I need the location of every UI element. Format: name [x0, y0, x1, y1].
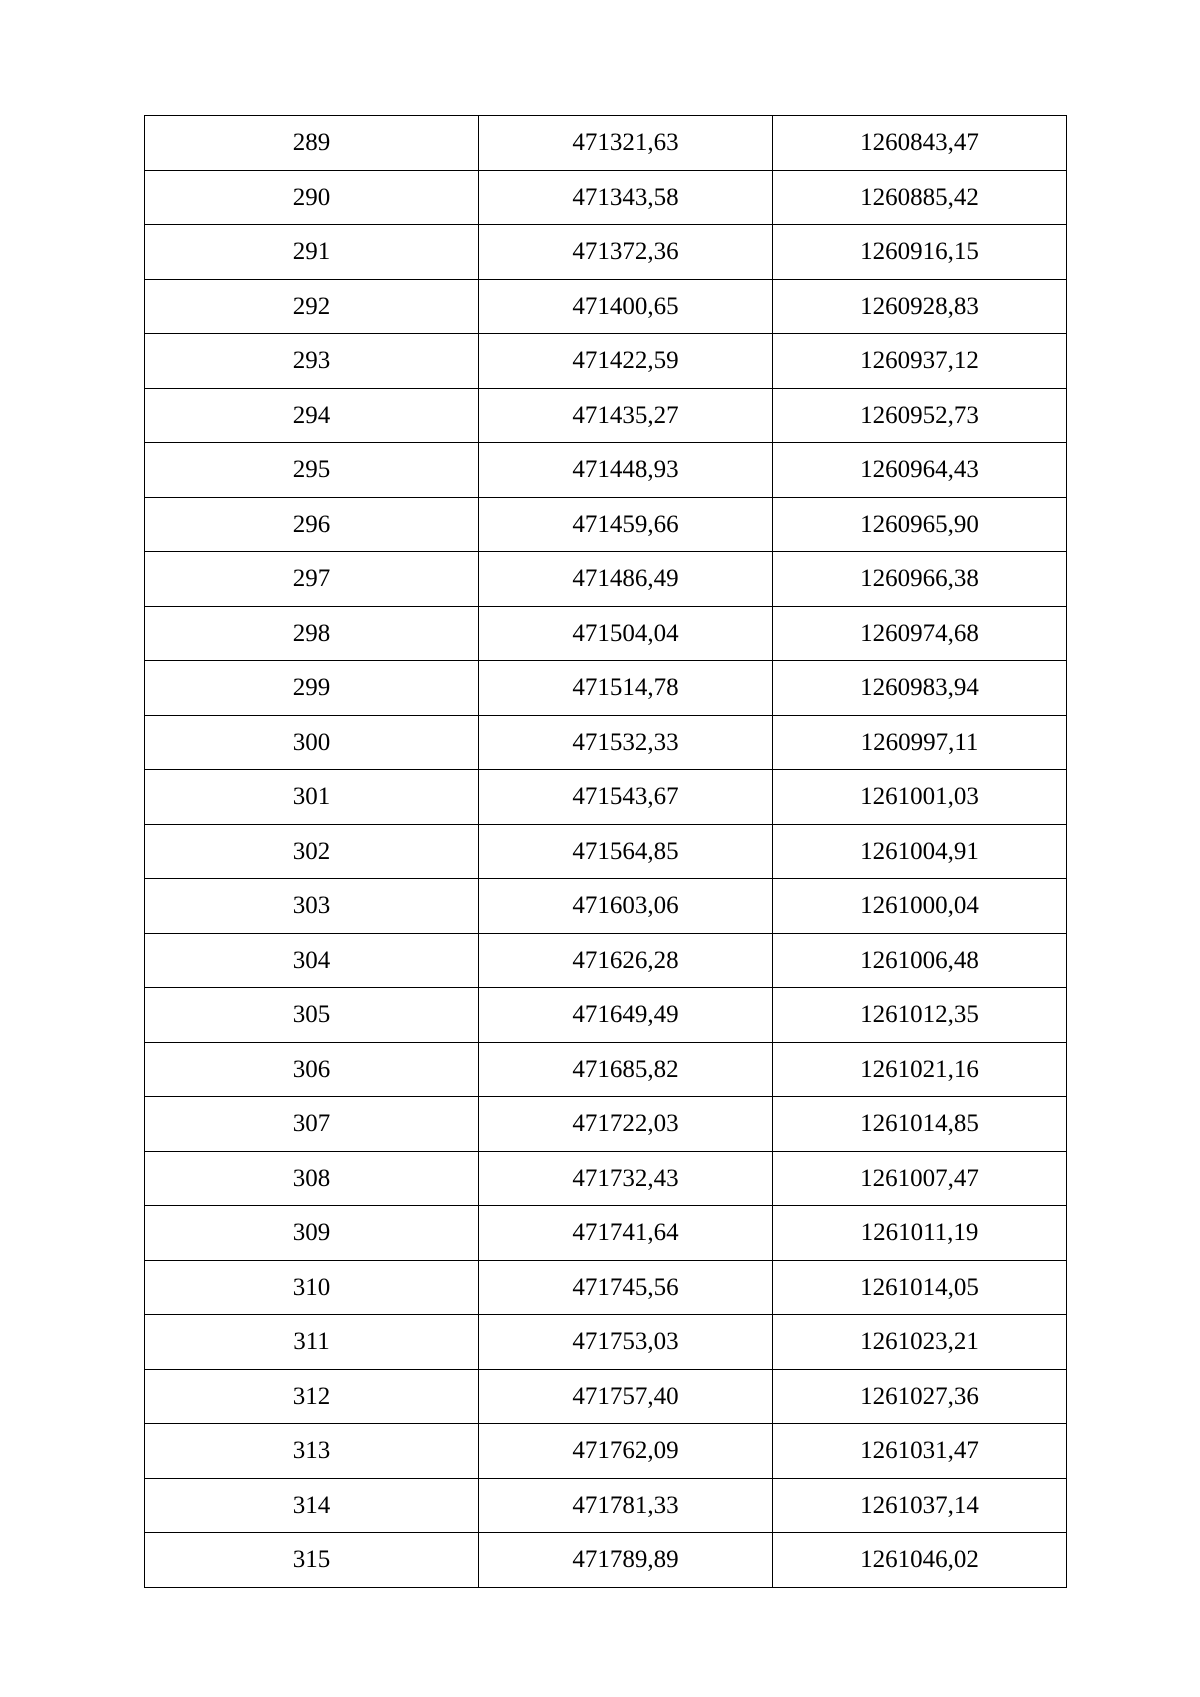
x-coordinate: 471532,33 [479, 715, 773, 770]
x-coordinate: 471741,64 [479, 1206, 773, 1261]
table-row [145, 879, 1067, 934]
point-number: 302 [145, 824, 479, 879]
y-coordinate: 1260916,15 [773, 225, 1067, 280]
x-coordinate: 471343,58 [479, 170, 773, 225]
y-coordinate: 1260928,83 [773, 279, 1067, 334]
table-row [145, 1206, 1067, 1261]
table-row [145, 388, 1067, 443]
y-coordinate: 1261004,91 [773, 824, 1067, 879]
point-number: 308 [145, 1151, 479, 1206]
table-row [145, 824, 1067, 879]
x-coordinate: 471459,66 [479, 497, 773, 552]
x-coordinate: 471762,09 [479, 1424, 773, 1479]
point-number: 293 [145, 334, 479, 389]
point-number: 291 [145, 225, 479, 280]
table-row [145, 606, 1067, 661]
x-coordinate: 471435,27 [479, 388, 773, 443]
table-row [145, 1478, 1067, 1533]
table-row [145, 933, 1067, 988]
y-coordinate: 1261037,14 [773, 1478, 1067, 1533]
point-number: 295 [145, 443, 479, 498]
x-coordinate: 471504,04 [479, 606, 773, 661]
y-coordinate: 1260952,73 [773, 388, 1067, 443]
x-coordinate: 471321,63 [479, 116, 773, 171]
table-row [145, 497, 1067, 552]
x-coordinate: 471649,49 [479, 988, 773, 1043]
point-number: 310 [145, 1260, 479, 1315]
point-number: 307 [145, 1097, 479, 1152]
y-coordinate: 1261046,02 [773, 1533, 1067, 1588]
x-coordinate: 471422,59 [479, 334, 773, 389]
x-coordinate: 471486,49 [479, 552, 773, 607]
point-number: 299 [145, 661, 479, 716]
table-row [145, 1042, 1067, 1097]
table-row [145, 1097, 1067, 1152]
table-row [145, 1315, 1067, 1370]
y-coordinate: 1261014,85 [773, 1097, 1067, 1152]
table-row [145, 170, 1067, 225]
table-row [145, 1260, 1067, 1315]
coordinates-table-body [145, 116, 1067, 1588]
x-coordinate: 471757,40 [479, 1369, 773, 1424]
table-row [145, 116, 1067, 171]
table-row [145, 988, 1067, 1043]
y-coordinate: 1261012,35 [773, 988, 1067, 1043]
x-coordinate: 471753,03 [479, 1315, 773, 1370]
y-coordinate: 1261001,03 [773, 770, 1067, 825]
x-coordinate: 471603,06 [479, 879, 773, 934]
point-number: 312 [145, 1369, 479, 1424]
point-number: 303 [145, 879, 479, 934]
point-number: 301 [145, 770, 479, 825]
y-coordinate: 1260964,43 [773, 443, 1067, 498]
y-coordinate: 1261014,05 [773, 1260, 1067, 1315]
y-coordinate: 1261011,19 [773, 1206, 1067, 1261]
x-coordinate: 471685,82 [479, 1042, 773, 1097]
y-coordinate: 1260885,42 [773, 170, 1067, 225]
y-coordinate: 1261000,04 [773, 879, 1067, 934]
point-number: 304 [145, 933, 479, 988]
x-coordinate: 471514,78 [479, 661, 773, 716]
point-number: 314 [145, 1478, 479, 1533]
y-coordinate: 1260974,68 [773, 606, 1067, 661]
table-row [145, 1533, 1067, 1588]
point-number: 309 [145, 1206, 479, 1261]
table-row [145, 334, 1067, 389]
x-coordinate: 471722,03 [479, 1097, 773, 1152]
y-coordinate: 1260965,90 [773, 497, 1067, 552]
table-row [145, 552, 1067, 607]
point-number: 290 [145, 170, 479, 225]
table-row [145, 279, 1067, 334]
y-coordinate: 1261031,47 [773, 1424, 1067, 1479]
point-number: 311 [145, 1315, 479, 1370]
x-coordinate: 471732,43 [479, 1151, 773, 1206]
x-coordinate: 471626,28 [479, 933, 773, 988]
point-number: 313 [145, 1424, 479, 1479]
x-coordinate: 471372,36 [479, 225, 773, 280]
table-row [145, 1151, 1067, 1206]
point-number: 297 [145, 552, 479, 607]
x-coordinate: 471789,89 [479, 1533, 773, 1588]
table-row [145, 225, 1067, 280]
x-coordinate: 471400,65 [479, 279, 773, 334]
point-number: 289 [145, 116, 479, 171]
y-coordinate: 1260997,11 [773, 715, 1067, 770]
y-coordinate: 1260843,47 [773, 116, 1067, 171]
x-coordinate: 471448,93 [479, 443, 773, 498]
table-row [145, 443, 1067, 498]
point-number: 292 [145, 279, 479, 334]
point-number: 300 [145, 715, 479, 770]
y-coordinate: 1260966,38 [773, 552, 1067, 607]
point-number: 296 [145, 497, 479, 552]
y-coordinate: 1261023,21 [773, 1315, 1067, 1370]
coordinates-table [144, 115, 1067, 1588]
x-coordinate: 471781,33 [479, 1478, 773, 1533]
x-coordinate: 471543,67 [479, 770, 773, 825]
y-coordinate: 1261006,48 [773, 933, 1067, 988]
x-coordinate: 471745,56 [479, 1260, 773, 1315]
y-coordinate: 1260937,12 [773, 334, 1067, 389]
point-number: 298 [145, 606, 479, 661]
table-row [145, 715, 1067, 770]
table-row [145, 1424, 1067, 1479]
table-row [145, 1369, 1067, 1424]
table-row [145, 770, 1067, 825]
y-coordinate: 1261007,47 [773, 1151, 1067, 1206]
point-number: 294 [145, 388, 479, 443]
y-coordinate: 1261027,36 [773, 1369, 1067, 1424]
point-number: 305 [145, 988, 479, 1043]
y-coordinate: 1260983,94 [773, 661, 1067, 716]
point-number: 306 [145, 1042, 479, 1097]
point-number: 315 [145, 1533, 479, 1588]
table-row [145, 661, 1067, 716]
x-coordinate: 471564,85 [479, 824, 773, 879]
y-coordinate: 1261021,16 [773, 1042, 1067, 1097]
